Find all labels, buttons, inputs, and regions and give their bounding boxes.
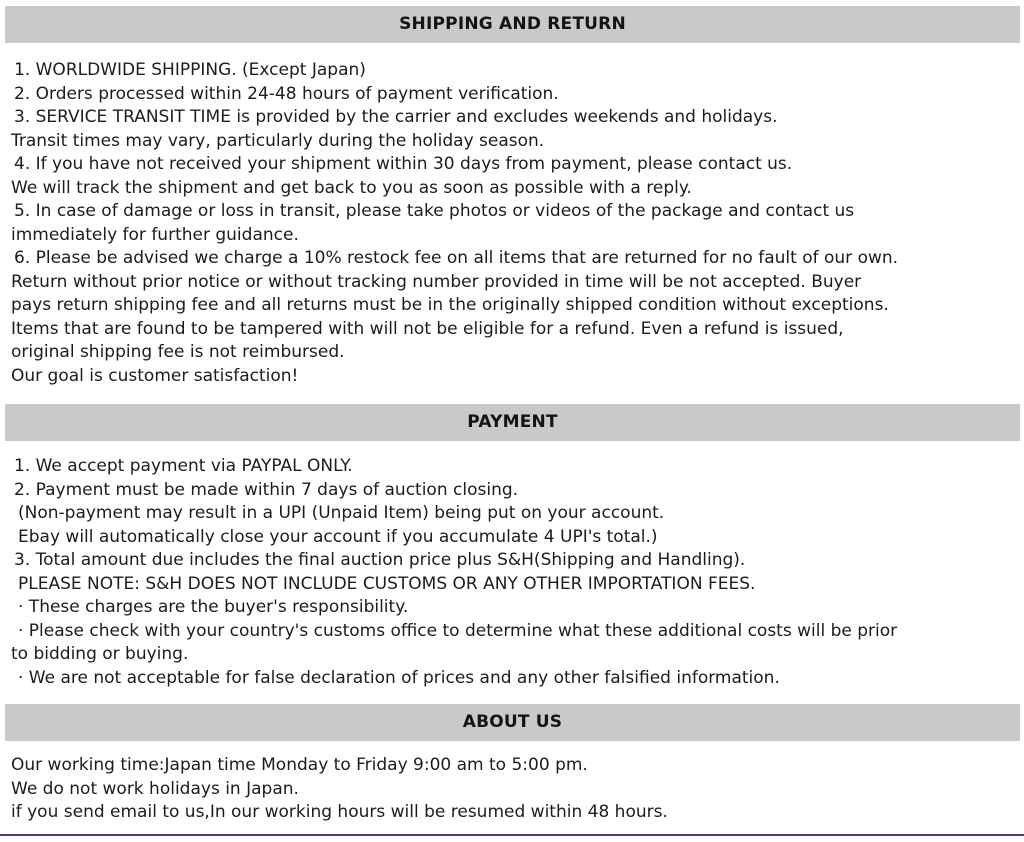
text-line: Items that are found to be tampered with will not be eligible for a refund. Even a refund is issued, xyxy=(11,318,844,339)
text-line: 4. If you have not received your shipment within 30 days from payment, please contact us. xyxy=(14,154,793,174)
text-line: 1. WORLDWIDE SHIPPING. (Except Japan) xyxy=(14,60,366,80)
text-line: Our goal is customer satisfaction! xyxy=(11,365,299,386)
text-line: · We are not acceptable for false declaration of prices and any other falsified information. xyxy=(18,667,780,688)
text-line: We do not work holidays in Japan. xyxy=(11,778,299,799)
text-line: 5. In case of damage or loss in transit, please take photos or videos of the package and contact us xyxy=(14,201,855,221)
text-line: 6. Please be advised we charge a 10% restock fee on all items that are returned for no fault of our own. xyxy=(14,248,899,268)
text-line: 2. Payment must be made within 7 days of auction closing. xyxy=(14,479,519,500)
text-line: (Non-payment may result in a UPI (Unpaid Item) being put on your account. xyxy=(18,503,665,523)
text-line: Transit times may vary, particularly during the holiday season. xyxy=(11,130,545,151)
text-line: original shipping fee is not reimbursed. xyxy=(11,342,345,362)
payment-text xyxy=(0,441,1024,704)
section-header-about-us xyxy=(5,704,1020,741)
section-title: ABOUT US xyxy=(462,711,563,732)
section-header-shipping-and-return xyxy=(5,6,1020,43)
text-line: 3. Total amount due includes the final auction price plus S&H(Shipping and Handling). xyxy=(14,550,746,570)
text-line: · These charges are the buyer's responsibility. xyxy=(18,597,409,617)
text-line: 3. SERVICE TRANSIT TIME is provided by the carrier and excludes weekends and holidays. xyxy=(14,107,778,127)
section-title: SHIPPING AND RETURN xyxy=(399,13,626,34)
text-line: PLEASE NOTE: S&H DOES NOT INCLUDE CUSTOMS OR ANY OTHER IMPORTATION FEES. xyxy=(18,573,756,594)
bottom-divider xyxy=(0,834,1024,836)
section-header-payment xyxy=(5,404,1020,441)
text-line: if you send email to us,In our working hours will be resumed within 48 hours. xyxy=(11,802,668,822)
text-line: We will track the shipment and get back to you as soon as possible with a reply. xyxy=(11,177,692,198)
text-line: · Please check with your country's customs office to determine what these additional costs will be prior xyxy=(18,620,898,641)
text-line: Return without prior notice or without tracking number provided in time will be not accepted. Buyer xyxy=(11,271,862,292)
text-line: Ebay will automatically close your account if you accumulate 4 UPI's total.) xyxy=(18,526,658,547)
listing-policy-page xyxy=(0,6,1024,842)
text-line: Our working time:Japan time Monday to Friday 9:00 am to 5:00 pm. xyxy=(11,755,588,775)
text-line: 2. Orders processed within 24-48 hours of payment verification. xyxy=(14,83,559,104)
text-line: pays return shipping fee and all returns must be in the originally shipped condition without exceptions. xyxy=(11,295,889,315)
about-us-text xyxy=(0,741,1024,834)
text-line: to bidding or buying. xyxy=(11,644,189,664)
text-line: 1. We accept payment via PAYPAL ONLY. xyxy=(14,456,353,476)
section-title: PAYMENT xyxy=(467,411,558,432)
shipping-and-return-text xyxy=(0,43,1024,404)
text-line: immediately for further guidance. xyxy=(11,224,299,245)
